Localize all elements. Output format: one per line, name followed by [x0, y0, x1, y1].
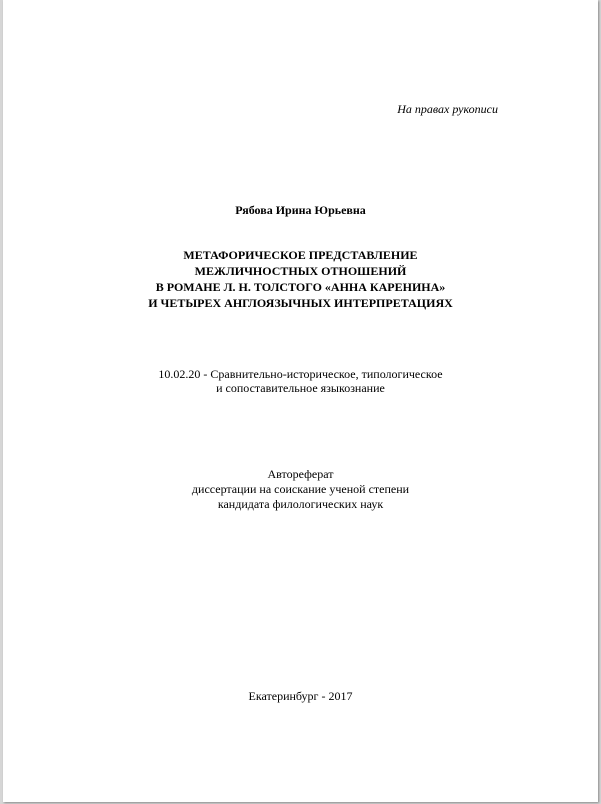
- abstract-line: Автореферат: [267, 467, 334, 481]
- specialty-code: [3, 367, 598, 395]
- author-name: Рябова Ирина Юрьевна: [235, 203, 366, 217]
- specialty-line: и сопоставительное языкознание: [216, 381, 385, 395]
- title-line: МЕТАФОРИЧЕСКОЕ ПРЕДСТАВЛЕНИЕ: [183, 248, 418, 262]
- title-line: В РОМАНЕ Л. Н. ТОЛСТОГО «АННА КАРЕНИНА»: [155, 280, 446, 294]
- specialty-line: 10.02.20 - Сравнительно-историческое, типологическое: [158, 367, 443, 381]
- abstract-line: кандидата филологических наук: [217, 497, 384, 511]
- abstract-line: диссертации на соискание ученой степени: [191, 482, 410, 496]
- title-line: И ЧЕТЫРЕХ АНГЛОЯЗЫЧНЫХ ИНТЕРПРЕТАЦИЯХ: [148, 296, 453, 310]
- dissertation-title: [3, 247, 598, 311]
- city-year: Екатеринбург - 2017: [248, 689, 353, 703]
- copyright-note: На правах рукописи: [397, 102, 498, 116]
- abstract-description: [3, 467, 598, 512]
- document-page: [3, 0, 598, 802]
- title-line: МЕЖЛИЧНОСТНЫХ ОТНОШЕНИЙ: [194, 264, 407, 278]
